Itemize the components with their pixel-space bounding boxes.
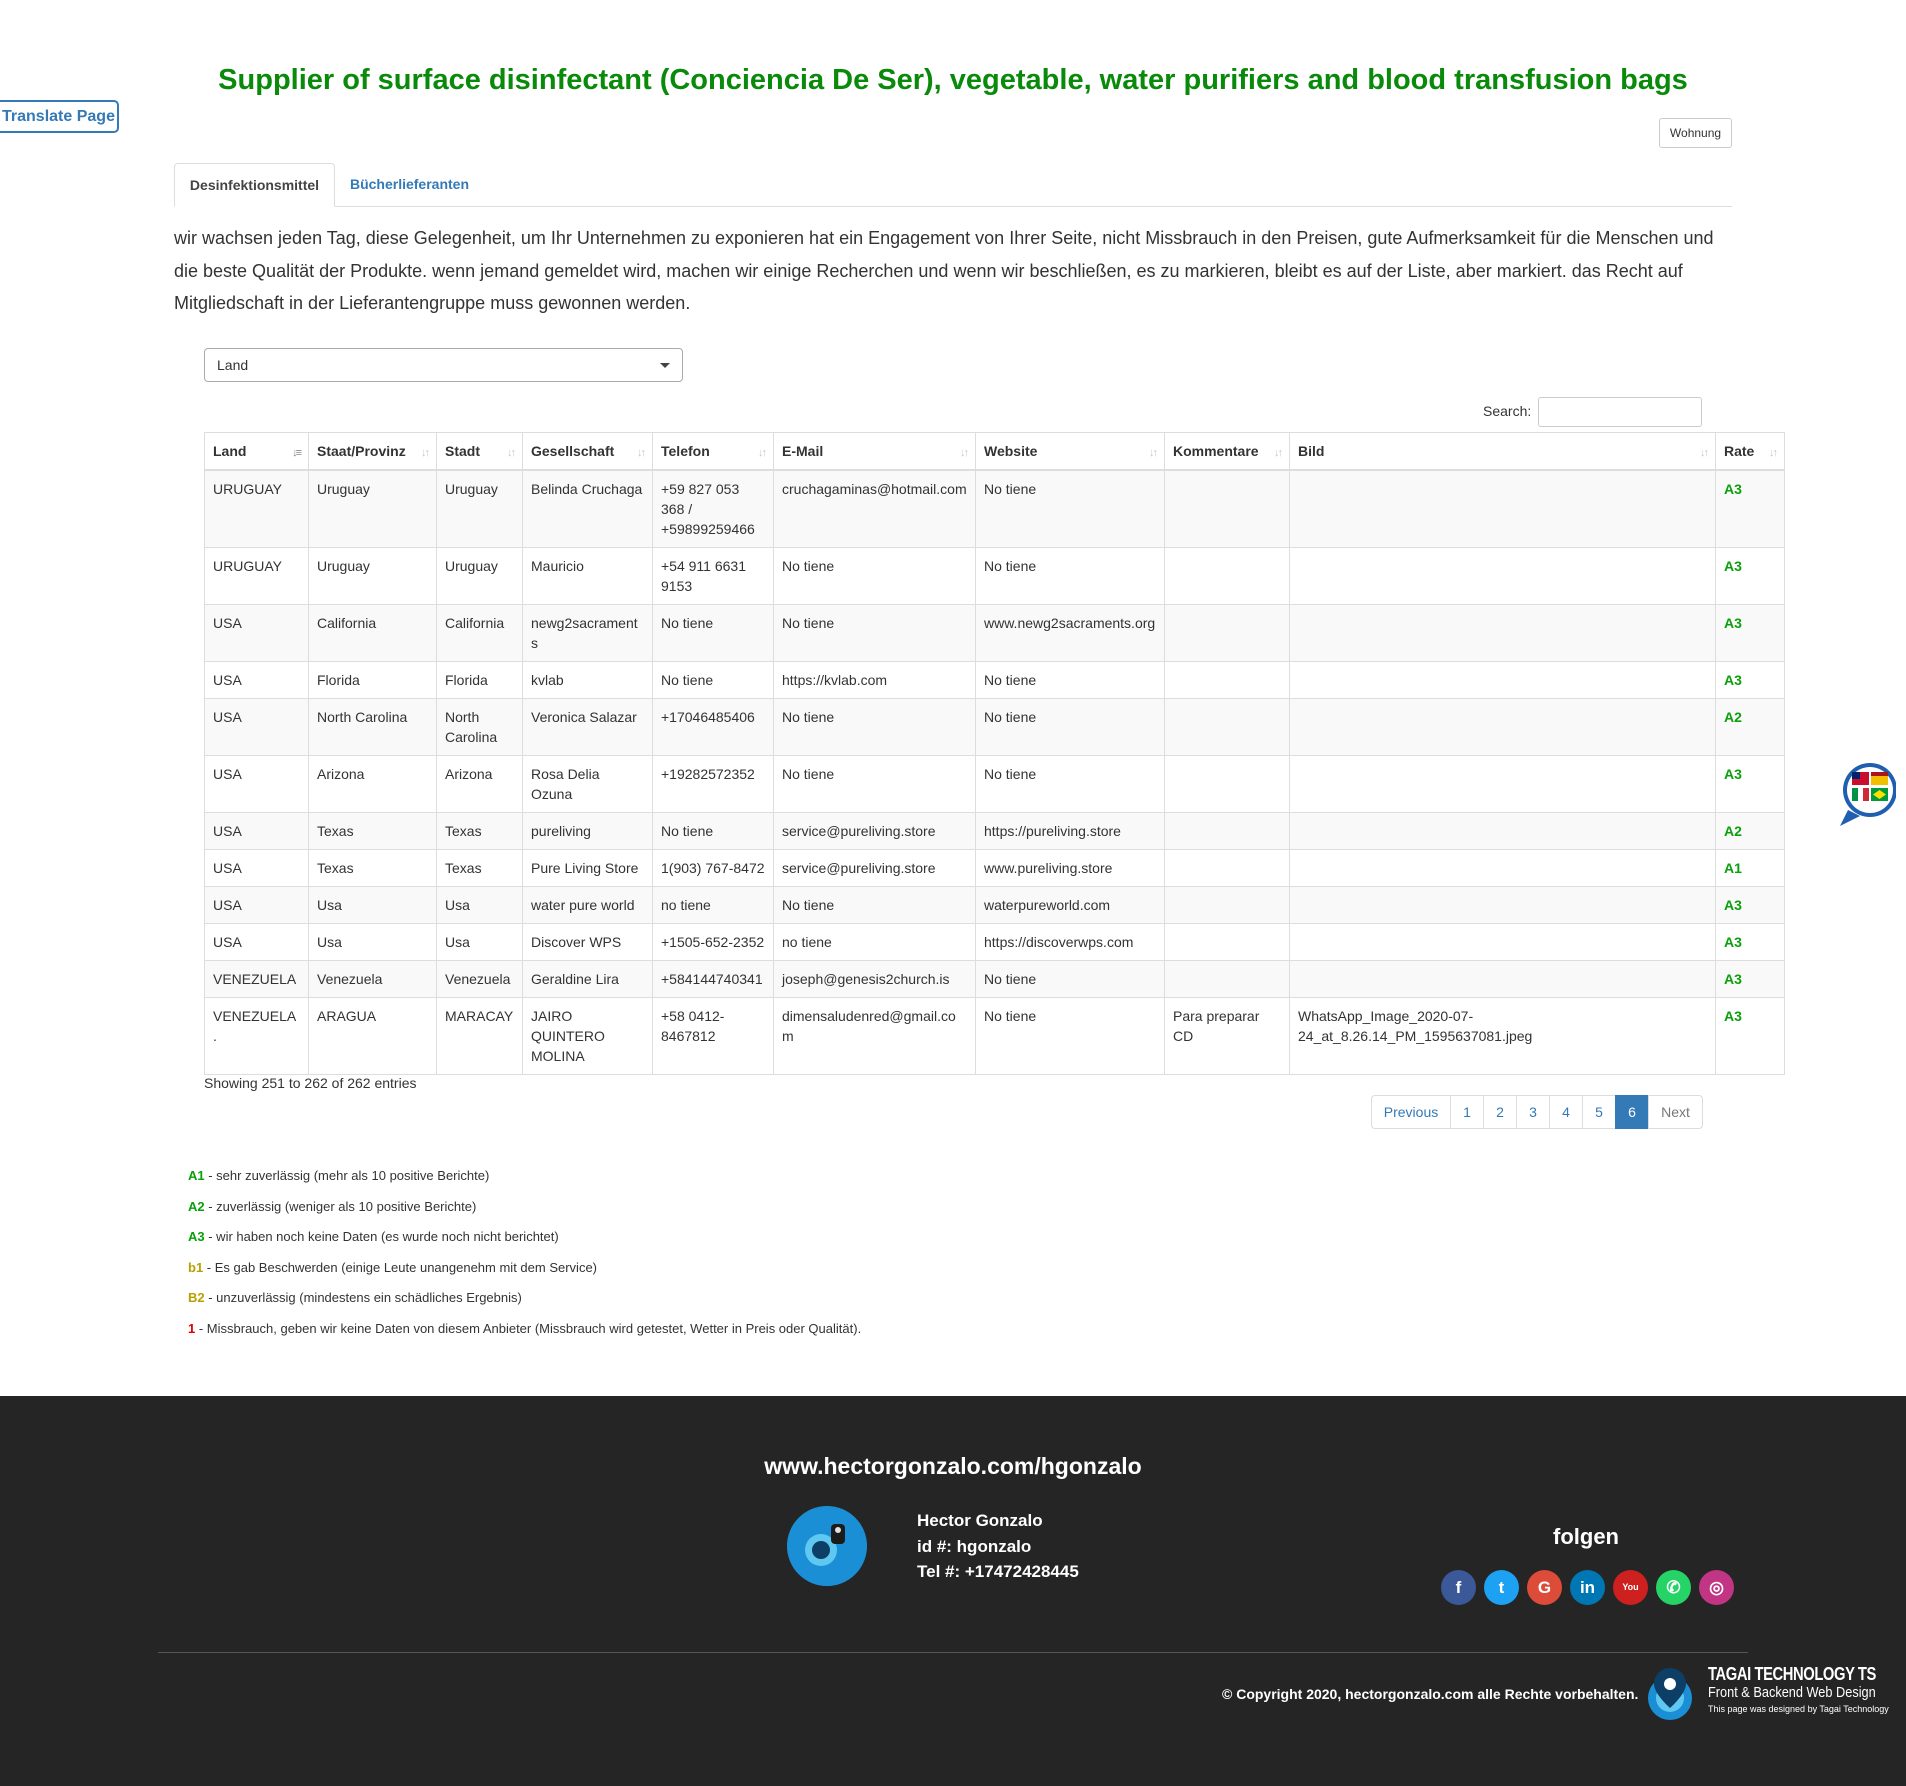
- column-header-rate[interactable]: [1716, 433, 1785, 471]
- intro-text: wir wachsen jeden Tag, diese Gelegenheit, um Ihr Unternehmen zu exponieren hat ein Engagement von Ihrer Seite, nicht Missbrauch in den Preisen, gute Aufmerksamkeit für die Menschen und die beste Qualität der Produkte. wenn jemand gemeldet wird, machen wir einige Recherchen und wenn wir beschließen, es zu markieren, bleibt es auf der Liste, aber markiert. das Recht auf Mitgliedschaft in der Lieferantengruppe muss gewonnen werden.: [174, 228, 1714, 313]
- pagination-page-6-current[interactable]: 6: [1615, 1095, 1649, 1129]
- chevron-down-icon: [660, 363, 670, 368]
- translate-page-button[interactable]: Translate Page: [0, 100, 119, 133]
- table-row: [205, 548, 1785, 605]
- cell-stadt: California: [437, 605, 523, 662]
- cell-stadt: Venezuela: [437, 961, 523, 998]
- pagination-page-2[interactable]: 2: [1483, 1095, 1517, 1129]
- youtube-icon[interactable]: You: [1613, 1570, 1648, 1605]
- cell-land: VENEZUELA: [205, 961, 309, 998]
- cell-telefon: no tiene: [653, 887, 774, 924]
- cell-land: USA: [205, 662, 309, 699]
- column-header-stadt[interactable]: [437, 433, 523, 471]
- cell-kommentare: [1165, 850, 1290, 887]
- cell-staat-provinz: North Carolina: [309, 699, 437, 756]
- cell-bild: [1290, 850, 1716, 887]
- cell-telefon: No tiene: [653, 605, 774, 662]
- column-header-label: E-Mail: [782, 443, 824, 459]
- cell-stadt: Uruguay: [437, 548, 523, 605]
- cell-e-mail: No tiene: [774, 548, 976, 605]
- table-row: [205, 699, 1785, 756]
- cell-e-mail: no tiene: [774, 924, 976, 961]
- cell-staat-provinz: ARAGUA: [309, 998, 437, 1075]
- cell-telefon: +1505-652-2352: [653, 924, 774, 961]
- cell-rate: A3: [1716, 548, 1785, 605]
- legend-item-a1: [188, 1166, 861, 1197]
- column-header-bild[interactable]: [1290, 433, 1716, 471]
- cell-land: USA: [205, 813, 309, 850]
- social-links: [1441, 1570, 1742, 1605]
- cell-bild: [1290, 961, 1716, 998]
- cell-e-mail: dimensaludenred@gmail.com: [774, 998, 976, 1075]
- column-header-label: Bild: [1298, 443, 1325, 459]
- cell-bild: [1290, 605, 1716, 662]
- cell-gesellschaft: Discover WPS: [523, 924, 653, 961]
- cell-staat-provinz: Uruguay: [309, 548, 437, 605]
- column-header-label: Rate: [1724, 443, 1755, 459]
- cell-gesellschaft: pureliving: [523, 813, 653, 850]
- cell-land: VENEZUELA.: [205, 998, 309, 1075]
- legend-code: B2: [188, 1290, 205, 1305]
- cell-stadt: Texas: [437, 813, 523, 850]
- legend-text: - unzuverlässig (mindestens ein schädliches Ergebnis): [204, 1290, 522, 1305]
- cell-land: USA: [205, 850, 309, 887]
- cell-staat-provinz: Usa: [309, 924, 437, 961]
- cell-website: No tiene: [976, 548, 1165, 605]
- cell-bild: [1290, 813, 1716, 850]
- cell-rate: A3: [1716, 998, 1785, 1075]
- cell-website: www.pureliving.store: [976, 850, 1165, 887]
- pagination-page-5[interactable]: 5: [1582, 1095, 1616, 1129]
- cell-staat-provinz: Texas: [309, 813, 437, 850]
- cell-rate: A3: [1716, 924, 1785, 961]
- pagination: [1371, 1095, 1703, 1129]
- tab-desinfektionsmittel[interactable]: Desinfektionsmittel: [174, 163, 335, 207]
- cell-staat-provinz: Texas: [309, 850, 437, 887]
- sort-icon: ↓↑: [1274, 447, 1281, 459]
- wohnung-button[interactable]: Wohnung: [1659, 118, 1732, 148]
- cell-telefon: +58 0412-8467812: [653, 998, 774, 1075]
- cell-bild: [1290, 756, 1716, 813]
- cell-staat-provinz: California: [309, 605, 437, 662]
- legend-code: 1: [188, 1320, 196, 1336]
- table-row: [205, 998, 1785, 1075]
- cell-website: No tiene: [976, 961, 1165, 998]
- column-header-website[interactable]: [976, 433, 1165, 471]
- cell-stadt: Arizona: [437, 756, 523, 813]
- cell-rate: A3: [1716, 605, 1785, 662]
- sort-icon: ↓↑: [507, 447, 514, 459]
- whatsapp-icon[interactable]: ✆: [1656, 1570, 1691, 1605]
- cell-website: No tiene: [976, 998, 1165, 1075]
- cell-land: USA: [205, 756, 309, 813]
- cell-land: USA: [205, 699, 309, 756]
- cell-website: https://discoverwps.com: [976, 924, 1165, 961]
- legend-text: - sehr zuverlässig (mehr als 10 positive Berichte): [204, 1168, 490, 1183]
- table-body: [205, 470, 1785, 1075]
- cell-kommentare: [1165, 548, 1290, 605]
- table-row: [205, 662, 1785, 699]
- column-header-label: Telefon: [661, 443, 710, 459]
- column-header-label: Staat/Provinz: [317, 443, 406, 459]
- legend-item-b2: [188, 1288, 861, 1319]
- cell-e-mail: joseph@genesis2church.is: [774, 961, 976, 998]
- cell-rate: A3: [1716, 756, 1785, 813]
- pagination-next[interactable]: Next: [1648, 1095, 1703, 1129]
- cell-gesellschaft: Geraldine Lira: [523, 961, 653, 998]
- cell-stadt: Texas: [437, 850, 523, 887]
- pagination-page-3[interactable]: 3: [1516, 1095, 1550, 1129]
- sort-icon: ↓↑: [1700, 447, 1707, 459]
- cell-land: USA: [205, 924, 309, 961]
- column-header-label: Kommentare: [1173, 443, 1259, 459]
- sort-icon: ↓↑: [421, 447, 428, 459]
- cell-kommentare: [1165, 813, 1290, 850]
- column-header-land[interactable]: [205, 433, 309, 471]
- cell-gesellschaft: Belinda Cruchaga: [523, 470, 653, 548]
- footer-site-url[interactable]: www.hectorgonzalo.com/hgonzalo: [764, 1453, 1142, 1479]
- brand-tagline: Front & Backend Web Design: [1708, 1684, 1876, 1701]
- table-row: [205, 887, 1785, 924]
- cell-telefon: +17046485406: [653, 699, 774, 756]
- legend-text: - Missbrauch, geben wir keine Daten von diesem Anbieter (Missbrauch wird getestet, Wetter in Preis oder Qualität).: [195, 1320, 862, 1336]
- cell-website: No tiene: [976, 756, 1165, 813]
- cell-rate: A3: [1716, 662, 1785, 699]
- cell-telefon: +54 911 6631 9153: [653, 548, 774, 605]
- cell-website: www.newg2sacraments.org: [976, 605, 1165, 662]
- cell-kommentare: [1165, 605, 1290, 662]
- cell-e-mail: No tiene: [774, 756, 976, 813]
- legend-item-1: [188, 1319, 861, 1350]
- legend-code: A2: [188, 1198, 205, 1214]
- cell-kommentare: [1165, 470, 1290, 548]
- avatar: [787, 1506, 867, 1586]
- table-row: [205, 813, 1785, 850]
- contact-info: [917, 1508, 1079, 1585]
- cell-land: URUGUAY: [205, 470, 309, 548]
- legend-code: A3: [188, 1229, 205, 1244]
- google-icon[interactable]: G: [1527, 1570, 1562, 1605]
- tagai-logo-icon: [1644, 1662, 1696, 1728]
- cell-telefon: No tiene: [653, 813, 774, 850]
- cell-staat-provinz: Florida: [309, 662, 437, 699]
- cell-land: USA: [205, 887, 309, 924]
- cell-rate: A1: [1716, 850, 1785, 887]
- cell-gesellschaft: Veronica Salazar: [523, 699, 653, 756]
- table-row: [205, 961, 1785, 998]
- cell-staat-provinz: Venezuela: [309, 961, 437, 998]
- cell-gesellschaft: kvlab: [523, 662, 653, 699]
- cell-stadt: Florida: [437, 662, 523, 699]
- contact-phone: Tel #: +17472428445: [917, 1562, 1079, 1581]
- cell-telefon: +59 827 053 368 / +59899259466: [653, 470, 774, 548]
- cell-stadt: Uruguay: [437, 470, 523, 548]
- instagram-icon[interactable]: ◎: [1699, 1570, 1734, 1605]
- showing-entries-info: Showing 251 to 262 of 262 entries: [204, 1075, 417, 1091]
- site-footer: [0, 1396, 1906, 1786]
- cell-stadt: Usa: [437, 887, 523, 924]
- cell-land: URUGUAY: [205, 548, 309, 605]
- cell-bild: [1290, 470, 1716, 548]
- cell-bild: [1290, 662, 1716, 699]
- cell-website: No tiene: [976, 662, 1165, 699]
- facebook-icon[interactable]: f: [1441, 1570, 1476, 1605]
- cell-kommentare: [1165, 961, 1290, 998]
- language-globe-icon[interactable]: [1838, 760, 1896, 826]
- column-header-gesellschaft[interactable]: [523, 433, 653, 471]
- cell-rate: A3: [1716, 470, 1785, 548]
- tab-bar: [174, 163, 1732, 207]
- cell-rate: A2: [1716, 813, 1785, 850]
- cell-e-mail: service@pureliving.store: [774, 850, 976, 887]
- footer-divider: [158, 1652, 1748, 1653]
- copyright-text: © Copyright 2020, hectorgonzalo.com alle Rechte vorbehalten.: [1222, 1686, 1639, 1702]
- legend-code: b1: [188, 1259, 204, 1275]
- cell-telefon: +584144740341: [653, 961, 774, 998]
- cell-e-mail: No tiene: [774, 605, 976, 662]
- cell-land: USA: [205, 605, 309, 662]
- cell-telefon: 1(903) 767-8472: [653, 850, 774, 887]
- land-filter-select[interactable]: [204, 348, 683, 382]
- cell-kommentare: [1165, 662, 1290, 699]
- brand-name: TAGAI TECHNOLOGY TS: [1708, 1664, 1876, 1684]
- column-header-staat-provinz[interactable]: [309, 433, 437, 471]
- cell-gesellschaft: water pure world: [523, 887, 653, 924]
- pagination-page-1[interactable]: 1: [1450, 1095, 1484, 1129]
- cell-bild: [1290, 699, 1716, 756]
- cell-gesellschaft: Mauricio: [523, 548, 653, 605]
- cell-staat-provinz: Arizona: [309, 756, 437, 813]
- pagination-page-4[interactable]: 4: [1549, 1095, 1583, 1129]
- cell-staat-provinz: Usa: [309, 887, 437, 924]
- contact-id: id #: hgonzalo: [917, 1536, 1032, 1556]
- cell-rate: A3: [1716, 887, 1785, 924]
- table-row: [205, 605, 1785, 662]
- cell-bild: [1290, 887, 1716, 924]
- cell-gesellschaft: newg2sacraments: [523, 605, 653, 662]
- cell-kommentare: Para preparar CD: [1165, 998, 1290, 1075]
- twitter-icon[interactable]: t: [1484, 1570, 1519, 1605]
- column-header-label: Gesellschaft: [531, 443, 615, 459]
- cell-bild: WhatsApp_Image_2020-07-24_at_8.26.14_PM_1595637081.jpeg: [1290, 998, 1716, 1075]
- legend-text: - wir haben noch keine Daten (es wurde noch nicht berichtet): [204, 1229, 559, 1244]
- cell-staat-provinz: Uruguay: [309, 470, 437, 548]
- cell-stadt: North Carolina: [437, 699, 523, 756]
- contact-name: Hector Gonzalo: [917, 1511, 1043, 1530]
- cell-gesellschaft: JAIRO QUINTERO MOLINA: [523, 998, 653, 1075]
- legend-code: A1: [188, 1168, 205, 1183]
- sort-icon: ↓↑: [1769, 447, 1776, 459]
- tagai-brand: [1708, 1664, 1898, 1716]
- table-row: [205, 470, 1785, 548]
- cell-bild: [1290, 548, 1716, 605]
- cell-e-mail: service@pureliving.store: [774, 813, 976, 850]
- sort-icon: ↓↑: [1149, 447, 1156, 459]
- cell-gesellschaft: Pure Living Store: [523, 850, 653, 887]
- column-header-label: Stadt: [445, 443, 480, 459]
- table-row: [205, 756, 1785, 813]
- cell-telefon: No tiene: [653, 662, 774, 699]
- cell-e-mail: No tiene: [774, 699, 976, 756]
- linkedin-icon[interactable]: in: [1570, 1570, 1605, 1605]
- legend-item-a2: [188, 1197, 861, 1228]
- legend-item-a3: [188, 1227, 861, 1258]
- land-select-value: Land: [217, 357, 249, 373]
- cell-website: waterpureworld.com: [976, 887, 1165, 924]
- rating-legend: [188, 1166, 861, 1349]
- sort-asc-icon: ↓≡: [292, 447, 300, 459]
- cell-website: No tiene: [976, 470, 1165, 548]
- pagination-previous[interactable]: Previous: [1371, 1095, 1451, 1129]
- cell-website: No tiene: [976, 699, 1165, 756]
- cell-kommentare: [1165, 756, 1290, 813]
- cell-rate: A3: [1716, 961, 1785, 998]
- cell-telefon: +19282572352: [653, 756, 774, 813]
- cell-bild: [1290, 924, 1716, 961]
- brand-note: This page was designed by Tagai Technology: [1708, 1704, 1889, 1714]
- sort-icon: ↓↑: [960, 447, 967, 459]
- cell-kommentare: [1165, 699, 1290, 756]
- cell-stadt: Usa: [437, 924, 523, 961]
- search-input[interactable]: [1538, 397, 1702, 427]
- legend-text: - zuverlässig (weniger als 10 positive Berichte): [204, 1198, 477, 1214]
- cell-e-mail: No tiene: [774, 887, 976, 924]
- search-label: Search:: [1483, 403, 1532, 419]
- tab-buecherlieferanten[interactable]: Bücherlieferanten: [349, 176, 470, 192]
- column-header-label: Land: [213, 443, 247, 459]
- table-header-row: [205, 433, 1785, 471]
- cell-gesellschaft: Rosa Delia Ozuna: [523, 756, 653, 813]
- cell-website: https://pureliving.store: [976, 813, 1165, 850]
- table-row: [205, 850, 1785, 887]
- table-row: [205, 924, 1785, 961]
- cell-e-mail: cruchagaminas@hotmail.com: [774, 470, 976, 548]
- follow-heading: folgen: [1553, 1524, 1619, 1549]
- cell-e-mail: https://kvlab.com: [774, 662, 976, 699]
- column-header-e-mail[interactable]: [774, 433, 976, 471]
- cell-kommentare: [1165, 924, 1290, 961]
- column-header-kommentare[interactable]: [1165, 433, 1290, 471]
- legend-item-b1: [188, 1258, 861, 1289]
- legend-text: - Es gab Beschwerden (einige Leute unangenehm mit dem Service): [203, 1259, 597, 1275]
- sort-icon: ↓↑: [637, 447, 644, 459]
- column-header-telefon[interactable]: [653, 433, 774, 471]
- page-title: Supplier of surface disinfectant (Conciencia De Ser), vegetable, water purifiers and blood transfusion bags: [218, 64, 1688, 96]
- sort-icon: ↓↑: [758, 447, 765, 459]
- column-header-label: Website: [984, 443, 1038, 459]
- supplier-table: [204, 432, 1785, 1075]
- cell-kommentare: [1165, 887, 1290, 924]
- cell-stadt: MARACAY: [437, 998, 523, 1075]
- cell-rate: A2: [1716, 699, 1785, 756]
